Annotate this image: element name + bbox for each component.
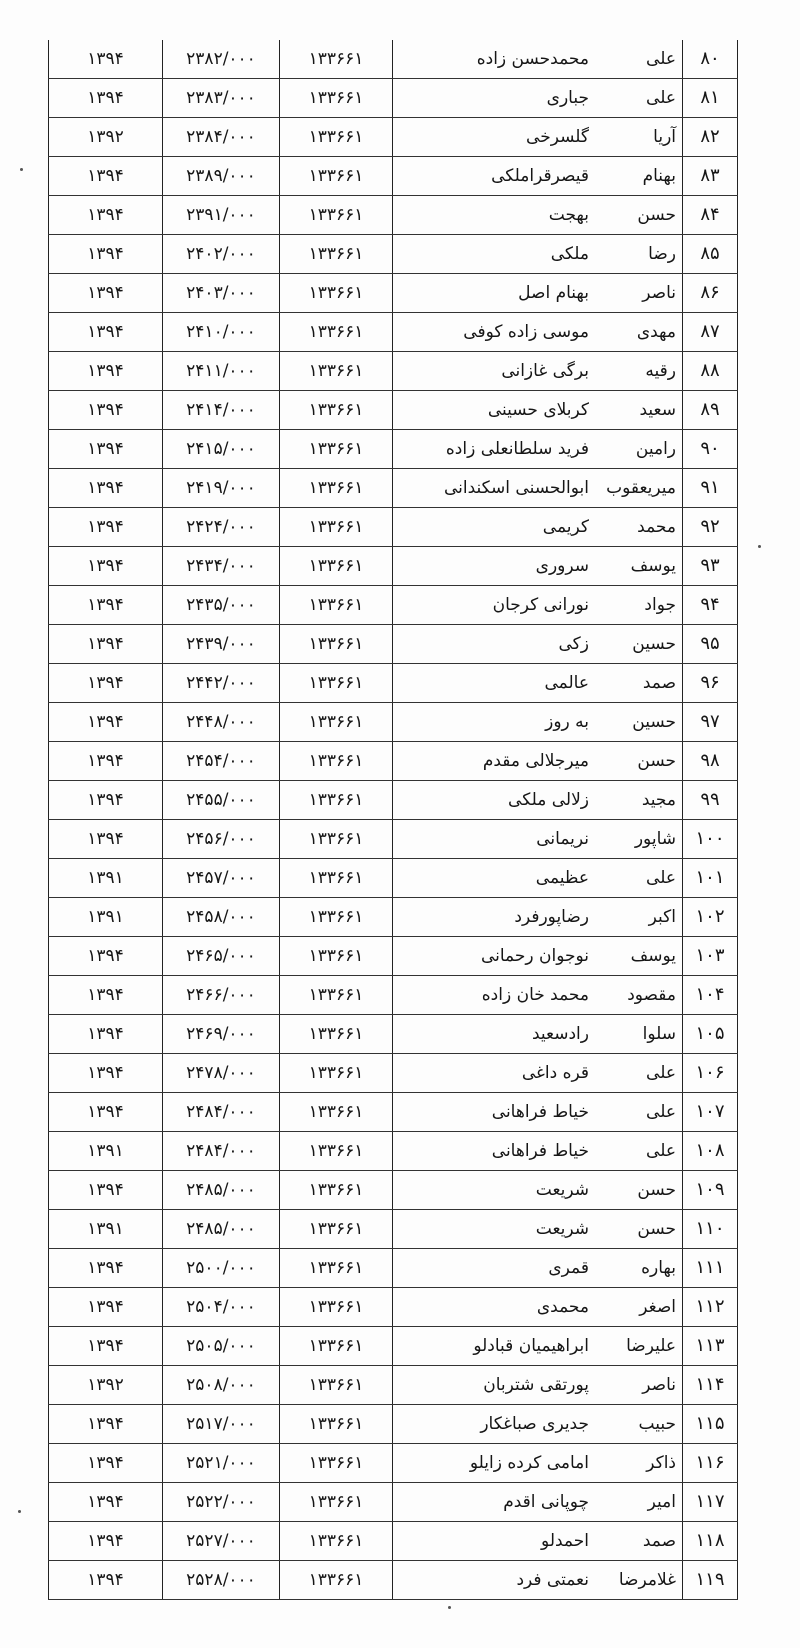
code-number-cell: ۱۳۳۶۶۱: [280, 1132, 393, 1171]
table-row: [49, 40, 738, 79]
row-number-cell: ۹۷: [683, 703, 738, 742]
year-value-cell: ۱۳۹۴: [49, 703, 163, 742]
last-name-cell: چوپانی اقدم: [393, 1483, 596, 1522]
code-number-cell: ۱۳۳۶۶۱: [280, 1327, 393, 1366]
table-row: [49, 1366, 738, 1405]
last-name-cell: ابراهیمیان قبادلو: [393, 1327, 596, 1366]
row-number-cell: ۱۰۸: [683, 1132, 738, 1171]
row-number-cell: ۸۶: [683, 274, 738, 313]
last-name-cell: قمری: [393, 1249, 596, 1288]
row-number-cell: ۹۸: [683, 742, 738, 781]
table-row: [49, 1483, 738, 1522]
year-value-cell: ۱۳۹۴: [49, 1444, 163, 1483]
amount-value-cell: ۲۴۱۵/۰۰۰: [163, 430, 280, 469]
first-name-cell: علی: [595, 1054, 683, 1093]
amount-value-cell: ۲۴۳۹/۰۰۰: [163, 625, 280, 664]
last-name-cell: نریمانی: [393, 820, 596, 859]
last-name-cell: میرجلالی مقدم: [393, 742, 596, 781]
first-name-cell: آریا: [595, 118, 683, 157]
code-number-cell: ۱۳۳۶۶۱: [280, 937, 393, 976]
last-name-cell: فرید سلطانعلی زاده: [393, 430, 596, 469]
first-name-cell: علی: [595, 1132, 683, 1171]
code-number-cell: ۱۳۳۶۶۱: [280, 391, 393, 430]
first-name-cell: رقیه: [595, 352, 683, 391]
amount-value-cell: ۲۴۶۹/۰۰۰: [163, 1015, 280, 1054]
code-number-cell: ۱۳۳۶۶۱: [280, 976, 393, 1015]
table-row: [49, 196, 738, 235]
scan-speck: [448, 1606, 451, 1609]
code-number-cell: ۱۳۳۶۶۱: [280, 1288, 393, 1327]
code-number-cell: ۱۳۳۶۶۱: [280, 1366, 393, 1405]
table-row: [49, 391, 738, 430]
row-number-cell: ۱۱۵: [683, 1405, 738, 1444]
amount-value-cell: ۲۴۵۴/۰۰۰: [163, 742, 280, 781]
table-row: [49, 1249, 738, 1288]
code-number-cell: ۱۳۳۶۶۱: [280, 469, 393, 508]
row-number-cell: ۱۰۵: [683, 1015, 738, 1054]
amount-value-cell: ۲۴۰۳/۰۰۰: [163, 274, 280, 313]
year-value-cell: ۱۳۹۴: [49, 820, 163, 859]
first-name-cell: صمد: [595, 1522, 683, 1561]
row-number-cell: ۸۸: [683, 352, 738, 391]
row-number-cell: ۱۰۹: [683, 1171, 738, 1210]
last-name-cell: قره داغی: [393, 1054, 596, 1093]
first-name-cell: جواد: [595, 586, 683, 625]
table-row: [49, 1210, 738, 1249]
table-row: [49, 274, 738, 313]
last-name-cell: احمدلو: [393, 1522, 596, 1561]
table-row: [49, 430, 738, 469]
row-number-cell: ۸۷: [683, 313, 738, 352]
table-row: [49, 547, 738, 586]
table-row: [49, 1288, 738, 1327]
amount-value-cell: ۲۴۰۲/۰۰۰: [163, 235, 280, 274]
row-number-cell: ۸۴: [683, 196, 738, 235]
year-value-cell: ۱۳۹۴: [49, 196, 163, 235]
year-value-cell: ۱۳۹۴: [49, 79, 163, 118]
last-name-cell: بهنام اصل: [393, 274, 596, 313]
table-row: [49, 118, 738, 157]
year-value-cell: ۱۳۹۲: [49, 118, 163, 157]
table-row: [49, 1015, 738, 1054]
row-number-cell: ۱۱۶: [683, 1444, 738, 1483]
table-row: [49, 742, 738, 781]
code-number-cell: ۱۳۳۶۶۱: [280, 1249, 393, 1288]
year-value-cell: ۱۳۹۴: [49, 1522, 163, 1561]
roster-table-body: [49, 40, 738, 1600]
last-name-cell: بهجت: [393, 196, 596, 235]
year-value-cell: ۱۳۹۴: [49, 742, 163, 781]
code-number-cell: ۱۳۳۶۶۱: [280, 313, 393, 352]
year-value-cell: ۱۳۹۴: [49, 1483, 163, 1522]
year-value-cell: ۱۳۹۴: [49, 1054, 163, 1093]
first-name-cell: حبیب: [595, 1405, 683, 1444]
year-value-cell: ۱۳۹۴: [49, 664, 163, 703]
amount-value-cell: ۲۴۴۲/۰۰۰: [163, 664, 280, 703]
code-number-cell: ۱۳۳۶۶۱: [280, 40, 393, 79]
first-name-cell: غلامرضا: [595, 1561, 683, 1600]
year-value-cell: ۱۳۹۴: [49, 391, 163, 430]
last-name-cell: محمدی: [393, 1288, 596, 1327]
last-name-cell: محمد خان زاده: [393, 976, 596, 1015]
year-value-cell: ۱۳۹۴: [49, 1093, 163, 1132]
year-value-cell: ۱۳۹۴: [49, 235, 163, 274]
amount-value-cell: ۲۴۱۱/۰۰۰: [163, 352, 280, 391]
amount-value-cell: ۲۴۲۴/۰۰۰: [163, 508, 280, 547]
code-number-cell: ۱۳۳۶۶۱: [280, 1015, 393, 1054]
amount-value-cell: ۲۴۱۰/۰۰۰: [163, 313, 280, 352]
row-number-cell: ۱۰۶: [683, 1054, 738, 1093]
amount-value-cell: ۲۳۸۳/۰۰۰: [163, 79, 280, 118]
first-name-cell: ذاکر: [595, 1444, 683, 1483]
year-value-cell: ۱۳۹۴: [49, 1561, 163, 1600]
code-number-cell: ۱۳۳۶۶۱: [280, 430, 393, 469]
last-name-cell: رضاپورفرد: [393, 898, 596, 937]
last-name-cell: گلسرخی: [393, 118, 596, 157]
table-row: [49, 976, 738, 1015]
amount-value-cell: ۲۵۲۲/۰۰۰: [163, 1483, 280, 1522]
first-name-cell: مقصود: [595, 976, 683, 1015]
code-number-cell: ۱۳۳۶۶۱: [280, 703, 393, 742]
row-number-cell: ۱۰۷: [683, 1093, 738, 1132]
last-name-cell: نورانی کرجان: [393, 586, 596, 625]
amount-value-cell: ۲۳۸۴/۰۰۰: [163, 118, 280, 157]
table-row: [49, 781, 738, 820]
code-number-cell: ۱۳۳۶۶۱: [280, 157, 393, 196]
row-number-cell: ۹۴: [683, 586, 738, 625]
table-row: [49, 1561, 738, 1600]
code-number-cell: ۱۳۳۶۶۱: [280, 1483, 393, 1522]
first-name-cell: رامین: [595, 430, 683, 469]
first-name-cell: مهدی: [595, 313, 683, 352]
amount-value-cell: ۲۴۷۸/۰۰۰: [163, 1054, 280, 1093]
last-name-cell: جباری: [393, 79, 596, 118]
table-row: [49, 1405, 738, 1444]
year-value-cell: ۱۳۹۴: [49, 625, 163, 664]
row-number-cell: ۱۰۱: [683, 859, 738, 898]
amount-value-cell: ۲۴۳۵/۰۰۰: [163, 586, 280, 625]
table-row: [49, 1093, 738, 1132]
last-name-cell: کریمی: [393, 508, 596, 547]
amount-value-cell: ۲۴۱۹/۰۰۰: [163, 469, 280, 508]
code-number-cell: ۱۳۳۶۶۱: [280, 898, 393, 937]
amount-value-cell: ۲۴۵۸/۰۰۰: [163, 898, 280, 937]
row-number-cell: ۹۲: [683, 508, 738, 547]
amount-value-cell: ۲۵۰۵/۰۰۰: [163, 1327, 280, 1366]
row-number-cell: ۱۰۴: [683, 976, 738, 1015]
last-name-cell: ملکی: [393, 235, 596, 274]
code-number-cell: ۱۳۳۶۶۱: [280, 118, 393, 157]
first-name-cell: حسن: [595, 1210, 683, 1249]
amount-value-cell: ۲۴۸۴/۰۰۰: [163, 1093, 280, 1132]
code-number-cell: ۱۳۳۶۶۱: [280, 1210, 393, 1249]
amount-value-cell: ۲۴۴۸/۰۰۰: [163, 703, 280, 742]
code-number-cell: ۱۳۳۶۶۱: [280, 1522, 393, 1561]
row-number-cell: ۹۰: [683, 430, 738, 469]
table-row: [49, 352, 738, 391]
row-number-cell: ۸۲: [683, 118, 738, 157]
code-number-cell: ۱۳۳۶۶۱: [280, 1405, 393, 1444]
first-name-cell: حسین: [595, 625, 683, 664]
amount-value-cell: ۲۴۸۵/۰۰۰: [163, 1171, 280, 1210]
table-row: [49, 664, 738, 703]
last-name-cell: سروری: [393, 547, 596, 586]
year-value-cell: ۱۳۹۱: [49, 898, 163, 937]
amount-value-cell: ۲۵۰۰/۰۰۰: [163, 1249, 280, 1288]
row-number-cell: ۱۱۱: [683, 1249, 738, 1288]
row-number-cell: ۱۱۴: [683, 1366, 738, 1405]
first-name-cell: سلوا: [595, 1015, 683, 1054]
last-name-cell: رادسعید: [393, 1015, 596, 1054]
first-name-cell: اکبر: [595, 898, 683, 937]
first-name-cell: سعید: [595, 391, 683, 430]
first-name-cell: حسن: [595, 1171, 683, 1210]
first-name-cell: شاپور: [595, 820, 683, 859]
amount-value-cell: ۲۴۸۴/۰۰۰: [163, 1132, 280, 1171]
first-name-cell: حسن: [595, 742, 683, 781]
year-value-cell: ۱۳۹۴: [49, 469, 163, 508]
first-name-cell: علی: [595, 859, 683, 898]
row-number-cell: ۱۱۳: [683, 1327, 738, 1366]
year-value-cell: ۱۳۹۴: [49, 1171, 163, 1210]
code-number-cell: ۱۳۳۶۶۱: [280, 79, 393, 118]
code-number-cell: ۱۳۳۶۶۱: [280, 625, 393, 664]
table-row: [49, 1171, 738, 1210]
table-row: [49, 79, 738, 118]
last-name-cell: نوجوان رحمانی: [393, 937, 596, 976]
amount-value-cell: ۲۴۵۵/۰۰۰: [163, 781, 280, 820]
amount-value-cell: ۲۴۵۷/۰۰۰: [163, 859, 280, 898]
year-value-cell: ۱۳۹۴: [49, 937, 163, 976]
amount-value-cell: ۲۴۶۶/۰۰۰: [163, 976, 280, 1015]
first-name-cell: حسن: [595, 196, 683, 235]
first-name-cell: بهنام: [595, 157, 683, 196]
year-value-cell: ۱۳۹۴: [49, 586, 163, 625]
code-number-cell: ۱۳۳۶۶۱: [280, 547, 393, 586]
first-name-cell: علی: [595, 79, 683, 118]
last-name-cell: عالمی: [393, 664, 596, 703]
table-row: [49, 586, 738, 625]
code-number-cell: ۱۳۳۶۶۱: [280, 664, 393, 703]
table-row: [49, 625, 738, 664]
year-value-cell: ۱۳۹۴: [49, 976, 163, 1015]
code-number-cell: ۱۳۳۶۶۱: [280, 742, 393, 781]
row-number-cell: ۱۰۳: [683, 937, 738, 976]
last-name-cell: پورتقی شتربان: [393, 1366, 596, 1405]
row-number-cell: ۱۰۲: [683, 898, 738, 937]
row-number-cell: ۹۱: [683, 469, 738, 508]
first-name-cell: ناصر: [595, 274, 683, 313]
code-number-cell: ۱۳۳۶۶۱: [280, 196, 393, 235]
code-number-cell: ۱۳۳۶۶۱: [280, 235, 393, 274]
first-name-cell: صمد: [595, 664, 683, 703]
row-number-cell: ۱۱۷: [683, 1483, 738, 1522]
last-name-cell: عظیمی: [393, 859, 596, 898]
table-row: [49, 1132, 738, 1171]
code-number-cell: ۱۳۳۶۶۱: [280, 1054, 393, 1093]
table-row: [49, 469, 738, 508]
year-value-cell: ۱۳۹۴: [49, 157, 163, 196]
row-number-cell: ۹۶: [683, 664, 738, 703]
row-number-cell: ۹۳: [683, 547, 738, 586]
row-number-cell: ۹۵: [683, 625, 738, 664]
row-number-cell: ۹۹: [683, 781, 738, 820]
amount-value-cell: ۲۵۲۷/۰۰۰: [163, 1522, 280, 1561]
last-name-cell: ابوالحسنی اسکندانی: [393, 469, 596, 508]
table-row: [49, 703, 738, 742]
first-name-cell: مجید: [595, 781, 683, 820]
row-number-cell: ۸۱: [683, 79, 738, 118]
amount-value-cell: ۲۵۱۷/۰۰۰: [163, 1405, 280, 1444]
amount-value-cell: ۲۳۹۱/۰۰۰: [163, 196, 280, 235]
table-row: [49, 820, 738, 859]
first-name-cell: علی: [595, 1093, 683, 1132]
table-row: [49, 1444, 738, 1483]
year-value-cell: ۱۳۹۴: [49, 1405, 163, 1444]
first-name-cell: علی: [595, 40, 683, 79]
amount-value-cell: ۲۳۸۹/۰۰۰: [163, 157, 280, 196]
row-number-cell: ۸۵: [683, 235, 738, 274]
row-number-cell: ۸۰: [683, 40, 738, 79]
code-number-cell: ۱۳۳۶۶۱: [280, 1093, 393, 1132]
last-name-cell: محمدحسن زاده: [393, 40, 596, 79]
amount-value-cell: ۲۵۰۸/۰۰۰: [163, 1366, 280, 1405]
table-row: [49, 1327, 738, 1366]
table-row: [49, 157, 738, 196]
code-number-cell: ۱۳۳۶۶۱: [280, 274, 393, 313]
last-name-cell: نعمتی فرد: [393, 1561, 596, 1600]
amount-value-cell: ۲۴۸۵/۰۰۰: [163, 1210, 280, 1249]
first-name-cell: رضا: [595, 235, 683, 274]
table-row: [49, 859, 738, 898]
table-row: [49, 1522, 738, 1561]
table-row: [49, 898, 738, 937]
year-value-cell: ۱۳۹۴: [49, 313, 163, 352]
year-value-cell: ۱۳۹۴: [49, 547, 163, 586]
scan-speck: [18, 1510, 21, 1513]
amount-value-cell: ۲۴۳۴/۰۰۰: [163, 547, 280, 586]
row-number-cell: ۸۹: [683, 391, 738, 430]
last-name-cell: زلالی ملکی: [393, 781, 596, 820]
last-name-cell: جدیری صباغکار: [393, 1405, 596, 1444]
first-name-cell: امیر: [595, 1483, 683, 1522]
amount-value-cell: ۲۴۵۶/۰۰۰: [163, 820, 280, 859]
year-value-cell: ۱۳۹۱: [49, 859, 163, 898]
first-name-cell: اصغر: [595, 1288, 683, 1327]
last-name-cell: شریعت: [393, 1171, 596, 1210]
row-number-cell: ۱۰۰: [683, 820, 738, 859]
first-name-cell: ناصر: [595, 1366, 683, 1405]
year-value-cell: ۱۳۹۴: [49, 1015, 163, 1054]
year-value-cell: ۱۳۹۱: [49, 1210, 163, 1249]
code-number-cell: ۱۳۳۶۶۱: [280, 820, 393, 859]
row-number-cell: ۱۱۰: [683, 1210, 738, 1249]
table-row: [49, 1054, 738, 1093]
last-name-cell: امامی کرده زایلو: [393, 1444, 596, 1483]
first-name-cell: یوسف: [595, 547, 683, 586]
scan-speck: [758, 545, 761, 548]
last-name-cell: قیصرقراملکی: [393, 157, 596, 196]
last-name-cell: به روز: [393, 703, 596, 742]
year-value-cell: ۱۳۹۴: [49, 781, 163, 820]
first-name-cell: یوسف: [595, 937, 683, 976]
last-name-cell: برگی غازانی: [393, 352, 596, 391]
row-number-cell: ۱۱۹: [683, 1561, 738, 1600]
code-number-cell: ۱۳۳۶۶۱: [280, 586, 393, 625]
table-row: [49, 937, 738, 976]
table-row: [49, 313, 738, 352]
last-name-cell: کربلای حسینی: [393, 391, 596, 430]
code-number-cell: ۱۳۳۶۶۱: [280, 1444, 393, 1483]
year-value-cell: ۱۳۹۴: [49, 508, 163, 547]
row-number-cell: ۱۱۲: [683, 1288, 738, 1327]
year-value-cell: ۱۳۹۴: [49, 430, 163, 469]
code-number-cell: ۱۳۳۶۶۱: [280, 781, 393, 820]
year-value-cell: ۱۳۹۱: [49, 1132, 163, 1171]
code-number-cell: ۱۳۳۶۶۱: [280, 1561, 393, 1600]
amount-value-cell: ۲۵۲۸/۰۰۰: [163, 1561, 280, 1600]
year-value-cell: ۱۳۹۴: [49, 1327, 163, 1366]
amount-value-cell: ۲۵۰۴/۰۰۰: [163, 1288, 280, 1327]
first-name-cell: میریعقوب: [595, 469, 683, 508]
amount-value-cell: ۲۵۲۱/۰۰۰: [163, 1444, 280, 1483]
row-number-cell: ۱۱۸: [683, 1522, 738, 1561]
first-name-cell: حسین: [595, 703, 683, 742]
year-value-cell: ۱۳۹۴: [49, 352, 163, 391]
year-value-cell: ۱۳۹۴: [49, 274, 163, 313]
code-number-cell: ۱۳۳۶۶۱: [280, 1171, 393, 1210]
table-row: [49, 235, 738, 274]
amount-value-cell: ۲۴۱۴/۰۰۰: [163, 391, 280, 430]
code-number-cell: ۱۳۳۶۶۱: [280, 508, 393, 547]
amount-value-cell: ۲۴۶۵/۰۰۰: [163, 937, 280, 976]
last-name-cell: خیاط فراهانی: [393, 1093, 596, 1132]
year-value-cell: ۱۳۹۲: [49, 1366, 163, 1405]
table-row: [49, 508, 738, 547]
first-name-cell: محمد: [595, 508, 683, 547]
year-value-cell: ۱۳۹۴: [49, 40, 163, 79]
code-number-cell: ۱۳۳۶۶۱: [280, 859, 393, 898]
last-name-cell: موسی زاده کوفی: [393, 313, 596, 352]
last-name-cell: خیاط فراهانی: [393, 1132, 596, 1171]
last-name-cell: شریعت: [393, 1210, 596, 1249]
first-name-cell: بهاره: [595, 1249, 683, 1288]
row-number-cell: ۸۳: [683, 157, 738, 196]
year-value-cell: ۱۳۹۴: [49, 1288, 163, 1327]
last-name-cell: زکی: [393, 625, 596, 664]
year-value-cell: ۱۳۹۴: [49, 1249, 163, 1288]
scan-speck: [20, 168, 23, 171]
amount-value-cell: ۲۳۸۲/۰۰۰: [163, 40, 280, 79]
code-number-cell: ۱۳۳۶۶۱: [280, 352, 393, 391]
first-name-cell: علیرضا: [595, 1327, 683, 1366]
roster-table: [48, 40, 738, 1600]
